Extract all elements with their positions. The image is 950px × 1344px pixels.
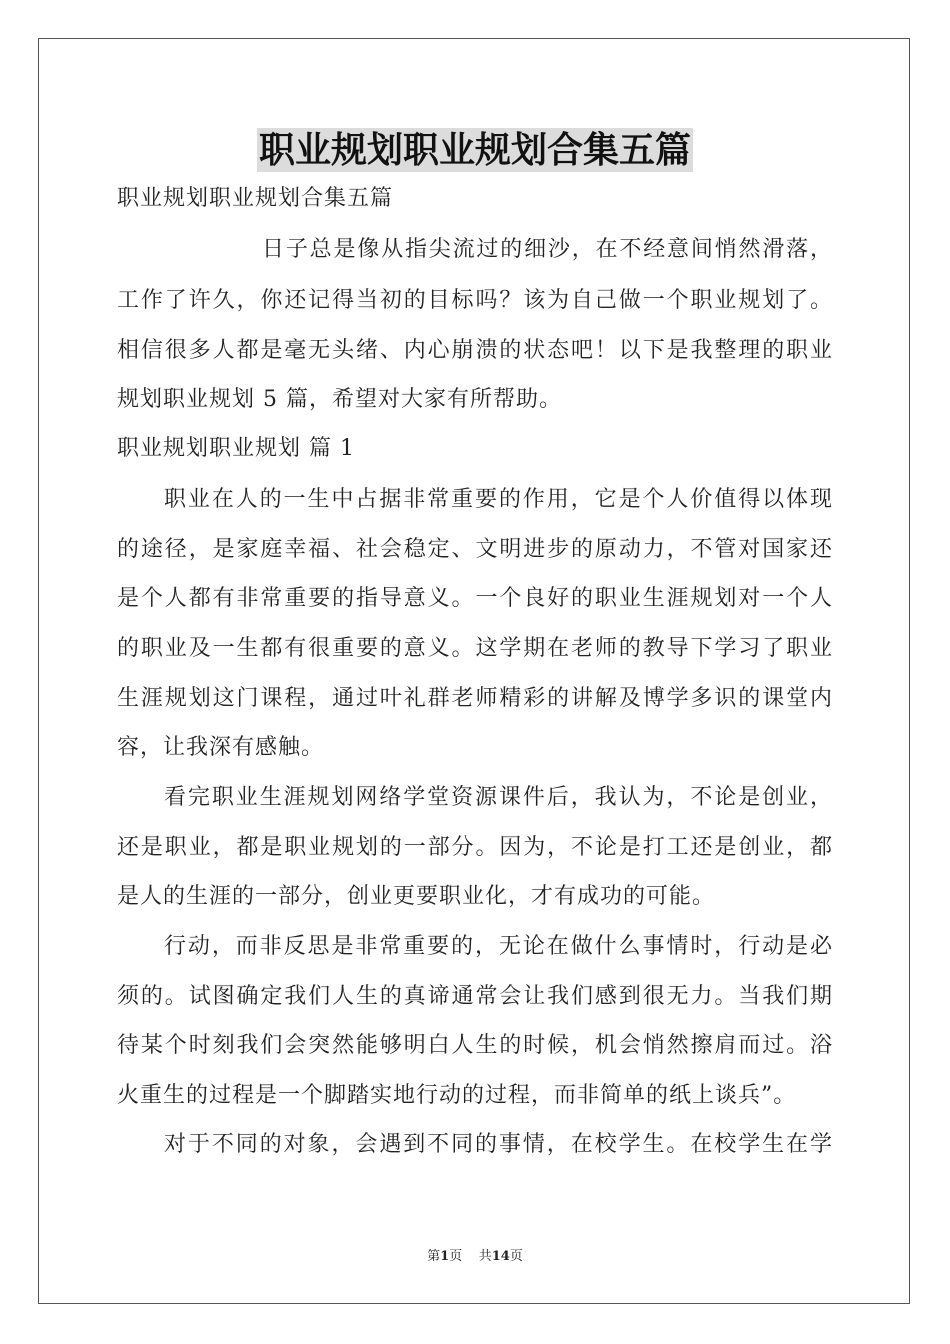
footer-page-mid: 页 共 xyxy=(449,1249,492,1264)
page-border xyxy=(38,38,910,1304)
paragraph-line: 工作了许久，你还记得当初的目标吗？该为自己做一个职业规划了。 xyxy=(117,288,833,313)
paragraph-line: 日子总是像从指尖流过的细沙，在不经意间悄然滑落， xyxy=(262,237,833,262)
paragraph-line: 的途径，是家庭幸福、社会稳定、文明进步的原动力，不管对国家还 xyxy=(117,537,833,562)
document-title: 职业规划职业规划合集五篇 xyxy=(258,129,691,171)
footer-page-suffix: 页 xyxy=(509,1249,523,1264)
paragraph-line: 须的。试图确定我们人生的真谛通常会让我们感到很无力。当我们期 xyxy=(117,984,833,1009)
paragraph-line: 容，让我深有感触。 xyxy=(117,735,325,760)
paragraph-line: 相信很多人都是毫无头绪、内心崩溃的状态吧！以下是我整理的职业 xyxy=(117,338,833,363)
footer-page-prefix: 第 xyxy=(427,1249,441,1264)
paragraph-line: 生涯规划这门课程，通过叶礼群老师精彩的讲解及博学多识的课堂内 xyxy=(117,686,833,711)
page-footer xyxy=(0,1248,950,1266)
paragraph-line: 看完职业生涯规划网络学堂资源课件后，我认为，不论是创业， xyxy=(164,785,833,810)
title-container xyxy=(0,128,950,172)
paragraph-line: 职业在人的一生中占据非常重要的作用，它是个人价值得以体现 xyxy=(164,487,833,512)
section-heading: 职业规划职业规划 篇 1 xyxy=(117,436,355,461)
footer-page-number: 1 xyxy=(440,1249,450,1264)
paragraph-line: 行动，而非反思是非常重要的，无论在做什么事情时，行动是必 xyxy=(164,934,833,959)
paragraph-line: 还是职业，都是职业规划的一部分。因为，不论是打工还是创业，都 xyxy=(117,835,833,860)
paragraph-line: 是个人都有非常重要的指导意义。一个良好的职业生涯规划对一个人 xyxy=(117,586,833,611)
footer-total-pages: 14 xyxy=(491,1249,510,1264)
paragraph-line: 是人的生涯的一部分，创业更要职业化，才有成功的可能。 xyxy=(117,884,716,909)
paragraph-line: 待某个时刻我们会突然能够明白人生的时候，机会悄然擦肩而过。浴 xyxy=(117,1033,833,1058)
paragraph-line: 规划职业规划 5 篇，希望对大家有所帮助。 xyxy=(117,387,562,412)
paragraph-line: 火重生的过程是一个脚踏实地行动的过程，而非简单的纸上谈兵”。 xyxy=(117,1083,797,1108)
paragraph-line: 的职业及一生都有很重要的意义。这学期在老师的教导下学习了职业 xyxy=(117,636,833,661)
document-subtitle: 职业规划职业规划合集五篇 xyxy=(117,186,394,211)
paragraph-line: 对于不同的对象，会遇到不同的事情，在校学生。在校学生在学 xyxy=(164,1132,833,1157)
